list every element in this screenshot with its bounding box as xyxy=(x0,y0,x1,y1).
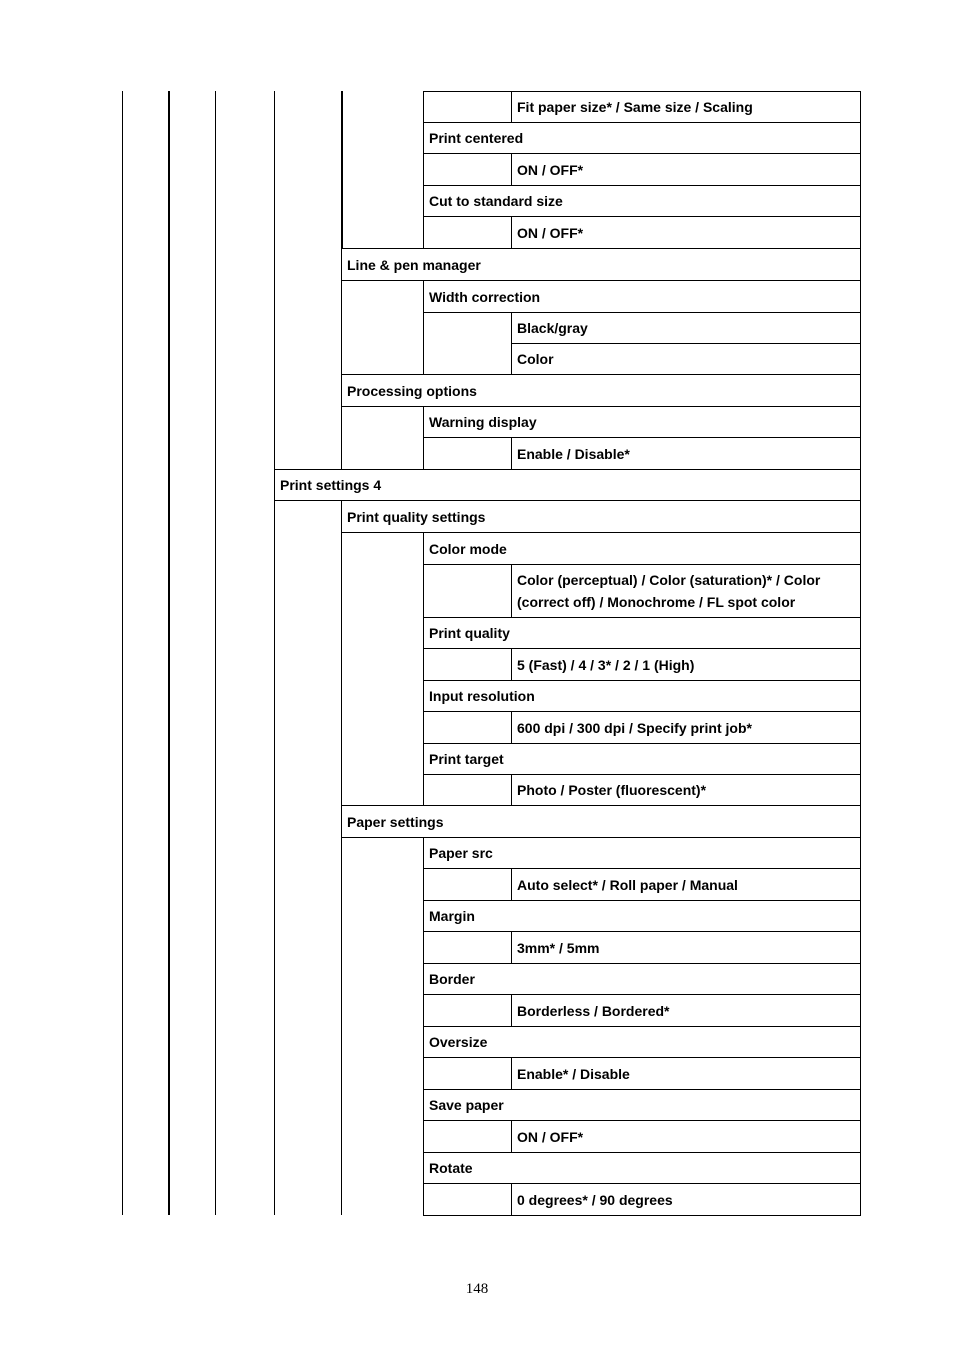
indent-cell xyxy=(423,1057,512,1090)
paper-settings-item: Paper settings xyxy=(341,805,861,838)
input-resolution-values: 600 dpi / 300 dpi / Specify print job* xyxy=(511,711,861,744)
black-gray-item: Black/gray xyxy=(511,312,861,344)
color-mode-item: Color mode xyxy=(423,532,861,565)
tree-line-3 xyxy=(215,91,216,1215)
margin-item: Margin xyxy=(423,900,861,932)
indent-cell xyxy=(341,837,424,1215)
indent-cell xyxy=(341,532,424,806)
print-quality-settings-item: Print quality settings xyxy=(341,500,861,533)
cut-to-standard-size-item: Cut to standard size xyxy=(423,185,861,217)
print-quality-item: Print quality xyxy=(423,617,861,649)
indent-cell xyxy=(423,1183,512,1216)
paper-src-item: Paper src xyxy=(423,837,861,869)
indent-cell xyxy=(423,1120,512,1153)
print-settings-4-item: Print settings 4 xyxy=(274,469,861,501)
fit-paper-size-values: Fit paper size* / Same size / Scaling xyxy=(511,91,861,123)
color-item: Color xyxy=(511,343,861,375)
save-paper-values: ON / OFF* xyxy=(511,1120,861,1153)
indent-cell xyxy=(423,931,512,964)
tree-line-1 xyxy=(122,91,123,1215)
indent-cell xyxy=(423,774,512,806)
save-paper-item: Save paper xyxy=(423,1089,861,1121)
indent-cell xyxy=(423,711,512,744)
oversize-item: Oversize xyxy=(423,1026,861,1058)
rotate-values: 0 degrees* / 90 degrees xyxy=(511,1183,861,1216)
indent-cell xyxy=(423,216,512,249)
paper-src-values: Auto select* / Roll paper / Manual xyxy=(511,868,861,901)
print-target-values: Photo / Poster (fluorescent)* xyxy=(511,774,861,806)
margin-values: 3mm* / 5mm xyxy=(511,931,861,964)
input-resolution-item: Input resolution xyxy=(423,680,861,712)
oversize-values: Enable* / Disable xyxy=(511,1057,861,1090)
page-number: 148 xyxy=(465,1281,489,1297)
print-centered-values: ON / OFF* xyxy=(511,153,861,186)
indent-cell xyxy=(423,91,512,123)
processing-options-item: Processing options xyxy=(341,374,861,407)
indent-cell xyxy=(423,153,512,186)
cut-to-standard-size-values: ON / OFF* xyxy=(511,216,861,249)
warning-display-item: Warning display xyxy=(423,406,861,438)
color-mode-values: Color (perceptual) / Color (saturation)* / Color (correct off) / Monochrome / FL spot color xyxy=(511,564,861,618)
print-target-item: Print target xyxy=(423,743,861,775)
border-item: Border xyxy=(423,963,861,995)
warning-display-values: Enable / Disable* xyxy=(511,437,861,470)
tree-line-5 xyxy=(341,91,343,249)
indent-cell xyxy=(423,868,512,901)
indent-cell xyxy=(423,312,512,375)
indent-cell xyxy=(423,648,512,681)
line-pen-manager-item: Line & pen manager xyxy=(341,248,861,281)
indent-cell xyxy=(423,564,512,618)
rotate-item: Rotate xyxy=(423,1152,861,1184)
indent-cell xyxy=(423,437,512,470)
indent-cell xyxy=(423,994,512,1027)
indent-cell xyxy=(274,500,342,1215)
print-centered-item: Print centered xyxy=(423,122,861,154)
print-quality-values: 5 (Fast) / 4 / 3* / 2 / 1 (High) xyxy=(511,648,861,681)
border-values: Borderless / Bordered* xyxy=(511,994,861,1027)
indent-cell xyxy=(341,406,424,470)
tree-line-2 xyxy=(168,91,170,1215)
width-correction-item: Width correction xyxy=(423,280,861,313)
indent-cell xyxy=(341,280,424,375)
